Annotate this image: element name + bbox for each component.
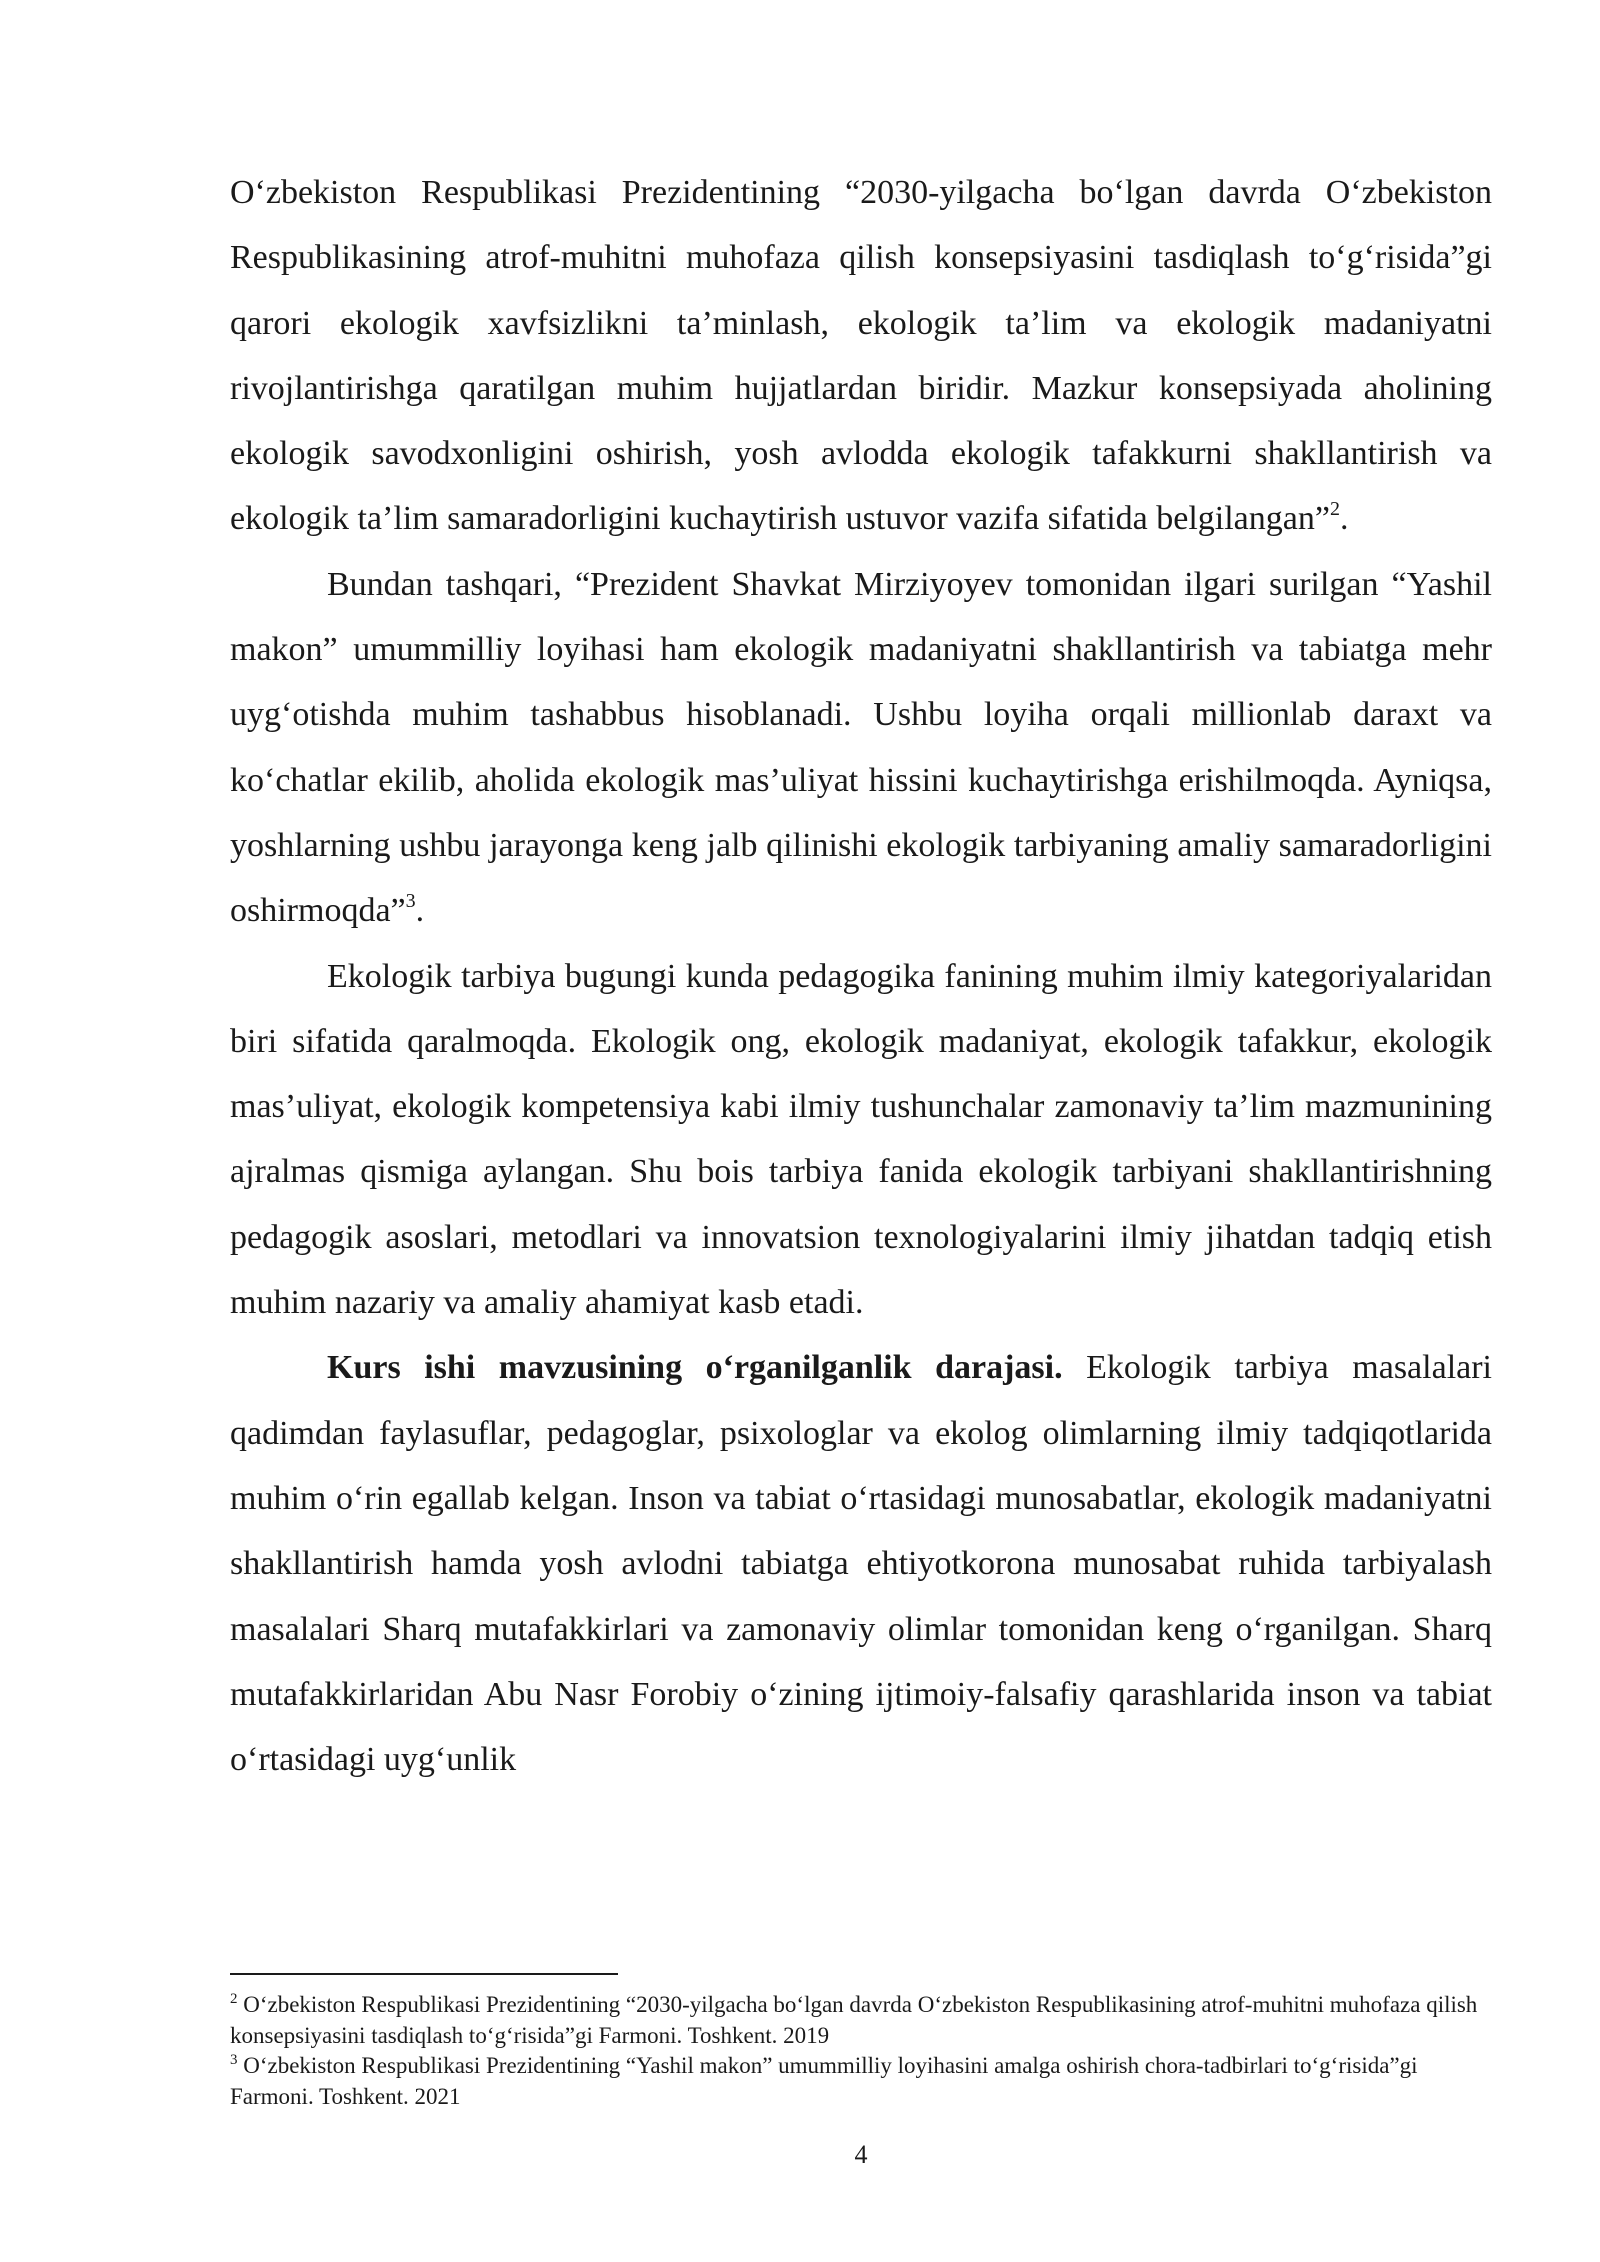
section-heading: Kurs ishi mavzusining o‘rganilganlik darajasi. xyxy=(327,1349,1063,1387)
paragraph-text: Ekologik tarbiya bugungi kunda pedagogika fanining muhim ilmiy kategoriyalaridan biri sifatida qaralmoqda. Ekologik ong, ekologik madaniyat, ekologik tafakkur, ekologik mas’uliyat, ekologik kompetensiya kabi ilmiy tushunchalar zamonaviy ta’lim mazmunining ajralmas qismiga aylangan. Shu bois tarbiya fanida ekologik tarbiyani shakllantirishning pedagogik asoslari, metodlari va innovatsion texnologiyalarini ilmiy jihatdan tadqiq etish muhim nazariy va amaliy ahamiyat kasb etadi. xyxy=(230,957,1492,1322)
footnote-text: O‘zbekiston Respublikasi Prezidentining “Yashil makon” umummilliy loyihasini amalga oshirish chora-tadbirlari to‘g‘risida”gi Farmoni. Toshkent. 2021 xyxy=(230,2053,1418,2109)
paragraph-text: Ekologik tarbiya masalalari qadimdan faylasuflar, pedagoglar, psixologlar va ekolog olimlarning ilmiy tadqiqotlarida muhim o‘rin egallab kelgan. Inson va tabiat o‘rtasidagi munosabatlar, ekologik madaniyatni shakllantirish hamda yosh avlodni tabiatga ehtiyotkorona munosabat ruhida tarbiyalash masalalari Sharq mutafakkirlari va zamonaviy olimlar tomonidan keng o‘rganilgan. Sharq mutafakkirlaridan Abu Nasr Forobiy o‘zining ijtimoiy-falsafiy qarashlarida inson va tabiat o‘rtasidagi uyg‘unlik xyxy=(230,1349,1492,1779)
footnote-number: 2 xyxy=(230,1991,238,2007)
paragraph-end: . xyxy=(1339,500,1349,538)
page-number: 4 xyxy=(854,2140,868,2169)
paragraph-text: Bundan tashqari, “Prezident Shavkat Mirziyoyev tomonidan ilgari surilgan “Yashil makon” umummilliy loyihasi ham ekologik madaniyatni shakllantirish va tabiatga mehr uyg‘otishda muhim tashabbus hisoblanadi. Ushbu loyiha orqali millionlab daraxt va ko‘chatlar ekilib, aholida ekologik mas’uliyat hissini kuchaytirishga erishilmoqda. Ayniqsa, yoshlarning ushbu jarayonga keng jalb qilinishi ekologik tarbiyaning amaliy samaradorligini oshirmoqda” xyxy=(230,565,1492,930)
footnote-text: O‘zbekiston Respublikasi Prezidentining “2030-yilgacha bo‘lgan davrda O‘zbekiston Respublikasining atrof-muhitni muhofaza qilish konsepsiyasini tasdiqlash to‘g‘risida”gi Farmoni. Toshkent. 2019 xyxy=(230,1992,1478,2048)
paragraph-1 xyxy=(230,160,1492,552)
paragraph-4 xyxy=(230,1335,1492,1792)
footnote-3 xyxy=(230,2051,1492,2112)
body-text xyxy=(230,160,1492,1792)
paragraph-2 xyxy=(230,552,1492,944)
footnotes xyxy=(230,1990,1492,2112)
footnote-reference: 3 xyxy=(405,890,416,913)
footnote-number: 3 xyxy=(230,2052,238,2068)
footnote-separator xyxy=(230,1973,618,1975)
paragraph-text: O‘zbekiston Respublikasi Prezidentining “2030-yilgacha bo‘lgan davrda O‘zbekiston Respublikasining atrof-muhitni muhofaza qilish konsepsiyasini tasdiqlash to‘g‘risida”gi qarori ekologik xavfsizlikni ta’minlash, ekologik ta’lim va ekologik madaniyatni rivojlantirishga qaratilgan muhim hujjatlardan biridir. Mazkur konsepsiyada aholining ekologik savodxonligini oshirish, yosh avlodda ekologik tafakkurni shakllantirish va ekologik ta’lim samaradorligini kuchaytirish ustuvor vazifa sifatida belgilangan” xyxy=(230,174,1492,538)
paragraph-3 xyxy=(230,944,1492,1336)
paragraph-end: . xyxy=(415,892,425,930)
footnote-reference: 2 xyxy=(1329,498,1340,521)
footnote-2 xyxy=(230,1990,1492,2051)
